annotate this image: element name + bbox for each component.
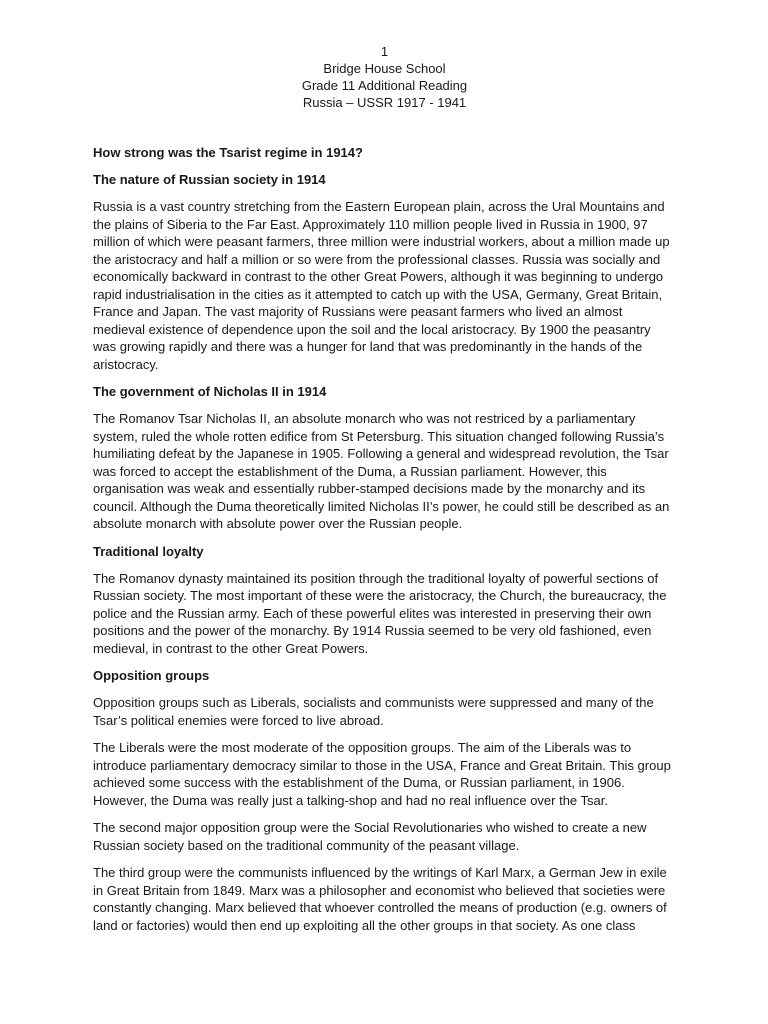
page-number: 1 — [380, 44, 389, 59]
paragraph-traditional-loyalty: The Romanov dynasty maintained its position through the traditional loyalty of powerful sections of Russian society. The most important of these were the aristocracy, the Church, the bureaucracy, the police and the Russian army. Each of these powerful elites was interested in preserving their own positions and the power of the monarchy. By 1914 Russia seemed to be very old fashioned, even medieval, in contrast to the other Great Powers. — [93, 570, 667, 656]
course-title: Russia – USSR 1917 - 1941 — [302, 95, 467, 110]
paragraph-russian-society: Russia is a vast country stretching from the Eastern European plain, across the Ural Mountains and the plains of Siberia to the Far East. Approximately 110 million people lived in Russia in 1900, 97 million of which were peasant farmers, three million were industrial workers, about a million made up the aristocracy and half a million or so were from the professional classes. Russia was socially and economically backward in contrast to the other Great Powers, although it was beginning to undergo rapid industrialisation in the cities as it attempted to catch up with the USA, Germany, Great Britain, France and Japan. The vast majority of Russians were peasant farmers who lived an almost medieval existence of dependence upon the soil and the local aristocracy. By 1900 the peasantry was growing rapidly and there was a hunger for land that was predominantly in the hands of the aristocracy. — [93, 199, 670, 372]
heading-russian-society: The nature of Russian society in 1914 — [93, 172, 326, 187]
heading-government-nicholas: The government of Nicholas II in 1914 — [93, 384, 327, 399]
school-name: Bridge House School — [323, 61, 446, 76]
document-header — [93, 43, 676, 111]
paragraph-liberals: The Liberals were the most moderate of the opposition groups. The aim of the Liberals was to introduce parliamentary democracy similar to those in the USA, France and Great Britain. This group achieved some success with the establishment of the Duma, or Russian parliament, in 1906. However, the Duma was really just a talking-shop and had no real influence over the Tsar. — [93, 740, 671, 808]
paragraph-social-revolutionaries: The second major opposition group were the Social Revolutionaries who wished to create a new Russian society based on the traditional community of the peasant village. — [93, 820, 647, 853]
paragraph-communists: The third group were the communists influenced by the writings of Karl Marx, a German Jew in exile in Great Britain from 1849. Marx was a philosopher and economist who believed that societies were constantly changing. Marx believed that whoever controlled the means of production (e.g. owners of land or factories) would then end up exploiting all the other groups in that society. As one class — [93, 865, 667, 933]
heading-traditional-loyalty: Traditional loyalty — [93, 543, 204, 559]
heading-opposition-groups: Opposition groups — [93, 668, 210, 683]
paragraph-opposition-intro: Opposition groups such as Liberals, socialists and communists were suppressed and many of the Tsar’s political enemies were forced to live abroad. — [93, 695, 654, 728]
grade-title: Grade 11 Additional Reading — [301, 78, 468, 93]
heading-tsarist-regime: How strong was the Tsarist regime in 1914? — [93, 145, 363, 160]
paragraph-government-nicholas: The Romanov Tsar Nicholas II, an absolute monarch who was not restriced by a parliamentary system, ruled the whole rotten edifice from St Petersburg. This situation changed following Russia’s humiliating defeat by the Japanese in 1905. Following a general and widespread revolution, the Tsar was forced to accept the establishment of the Duma, a Russian parliament. However, this organisation was weak and essentially rubber-stamped decisions made by the monarchy and its council. Although the Duma theoretically limited Nicholas II’s power, he could still be described as an absolute monarch with absolute power over the Russian people. — [93, 411, 670, 531]
